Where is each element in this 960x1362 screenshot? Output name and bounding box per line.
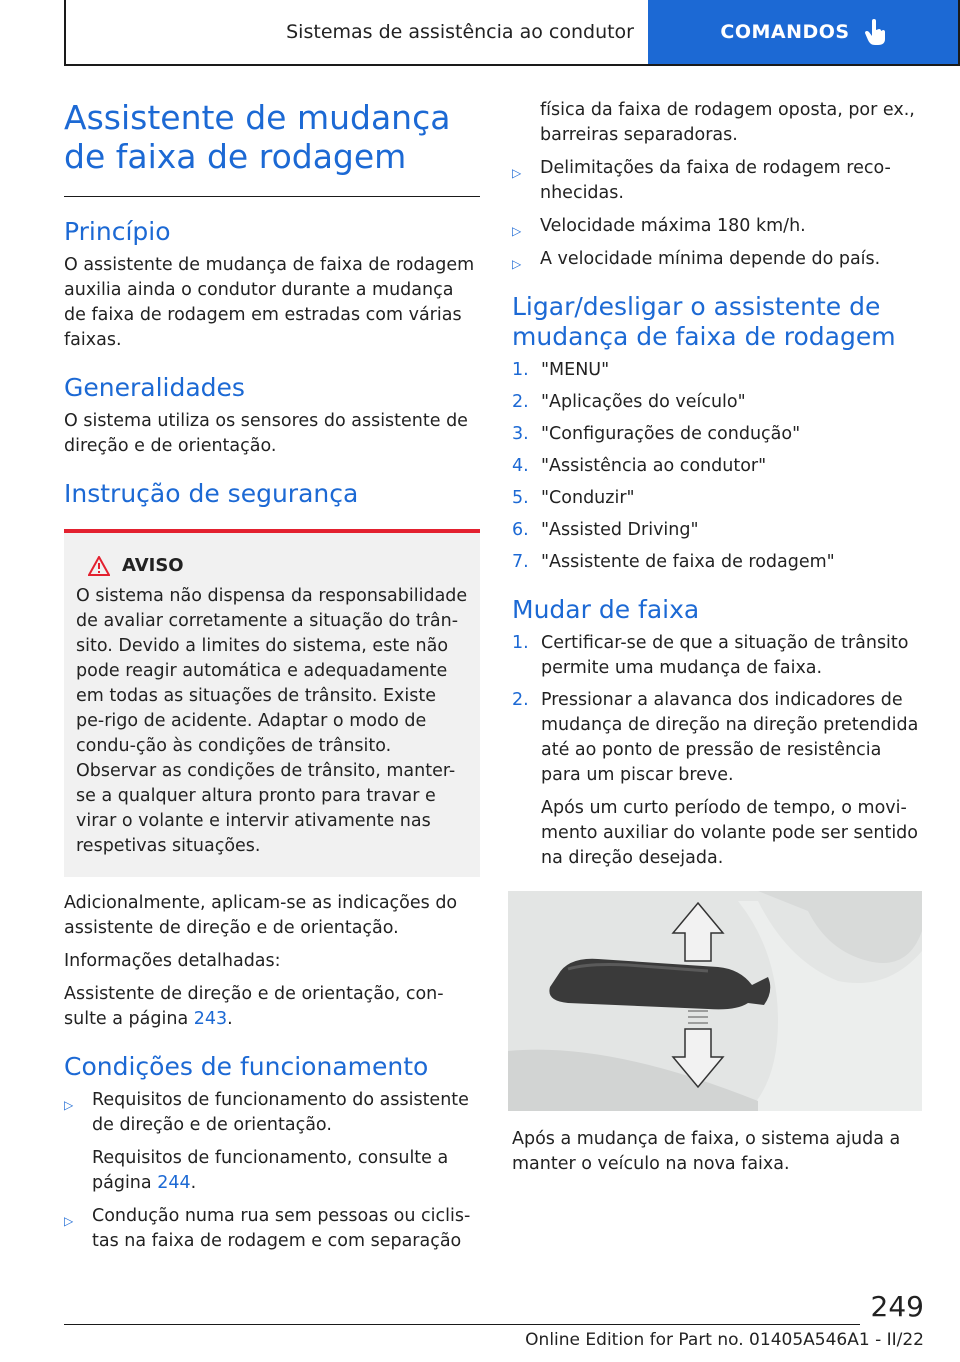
step-number: 2.	[512, 392, 529, 412]
page-header	[64, 0, 960, 66]
list-item	[512, 358, 924, 383]
list-item	[512, 688, 924, 871]
list-item	[512, 390, 924, 415]
general-text: O sistema utiliza os sensores do assistente de direção e de orientação.	[64, 411, 468, 456]
edition-text: Online Edition for Part no. 01405A546A1 - II/22	[525, 1330, 924, 1350]
additional-text: Adicionalmente, aplicam-se as indicações do assistente de direção e de orientação.	[64, 893, 458, 938]
step-text: "Aplicações do veículo"	[541, 392, 746, 412]
details-label: Informações detalhadas:	[64, 951, 281, 971]
warning-triangle-icon	[88, 556, 110, 576]
list-item	[512, 422, 924, 447]
heading-principle: Princípio	[64, 217, 171, 246]
conditions-list	[64, 1088, 480, 1254]
details-paragraph	[64, 982, 480, 1032]
step-number: 1.	[512, 633, 529, 653]
list-item	[512, 486, 924, 511]
step-text: Pressionar a alavanca dos indicadores de mudança de direção na direção pretendida até ao ponto de pressão de resistência para um piscar breve.	[541, 690, 919, 785]
chapter-label: COMANDOS	[720, 21, 850, 43]
chapter-tab	[648, 0, 958, 64]
step-text: "Assisted Driving"	[541, 520, 699, 540]
bullet-triangle-icon: ▷	[64, 1098, 74, 1112]
condition-2-cont: física da faixa de rodagem oposta, por ex., barreiras separadoras.	[540, 100, 915, 145]
bullet-triangle-icon: ▷	[512, 224, 522, 238]
details-end: .	[227, 1009, 233, 1029]
footer-divider	[64, 1324, 860, 1325]
bullet-triangle-icon: ▷	[512, 166, 522, 180]
step-number: 6.	[512, 520, 529, 540]
condition-3: Delimitações da faixa de rodagem reco-nhecidas.	[540, 158, 891, 203]
page-link-243[interactable]: 243	[193, 1009, 228, 1029]
list-item	[512, 631, 924, 681]
after-text: Após a mudança de faixa, o sistema ajuda a manter o veículo na nova faixa.	[512, 1129, 901, 1174]
right-column	[512, 98, 924, 1185]
list-item	[512, 454, 924, 479]
bullet-triangle-icon: ▷	[512, 257, 522, 271]
list-item	[512, 518, 924, 543]
condition-2-start: Condução numa rua sem pessoas ou ciclis-tas na faixa de rodagem e com separação	[92, 1206, 471, 1251]
left-column	[64, 98, 480, 1262]
step-text: "Assistência ao condutor"	[541, 456, 767, 476]
warning-box	[64, 529, 480, 877]
details-text: Assistente de direção e de orientação, con-sulte a página	[64, 984, 444, 1029]
hand-pointer-icon	[864, 19, 886, 45]
warning-header	[88, 555, 468, 576]
step-text: "Assistente de faixa de rodagem"	[541, 552, 835, 572]
list-item	[512, 550, 924, 575]
page-link-244[interactable]: 244	[157, 1173, 191, 1193]
condition-1-end: .	[190, 1173, 197, 1193]
list-item	[512, 156, 924, 206]
condition-1-sub	[92, 1146, 480, 1196]
condition-4: Velocidade máxima 180 km/h.	[540, 216, 806, 236]
step-number: 4.	[512, 456, 529, 476]
conditions-list-cont	[512, 156, 924, 272]
warning-text: O sistema não dispensa da responsabilidade de avaliar corretamente a situação do trân-sito. Devido a limites do sistema, este não pode reagir automática e adequadamente em todas as situações de trânsito. Existe pe-rigo de acidente. Adaptar o modo de condu-ção às condições de trânsito. Observar as condições de trânsito, manter-se a qualquer altura pronto para travar e virar o volante e intervir ativamente nas respetivas situações.	[76, 586, 468, 856]
warning-title: AVISO	[122, 555, 184, 576]
page-number: 249	[870, 1290, 924, 1323]
heading-toggle: Ligar/desligar o assistente de mudança de faixa de rodagem	[512, 292, 896, 351]
list-item	[512, 247, 924, 272]
heading-conditions: Condições de funcionamento	[64, 1052, 429, 1081]
turn-signal-lever-image	[508, 891, 922, 1111]
step-text: "MENU"	[541, 360, 610, 380]
step-text: "Configurações de condução"	[541, 424, 801, 444]
condition-5: A velocidade mínima depende do país.	[540, 249, 881, 269]
heading-general: Generalidades	[64, 373, 245, 402]
turn-signal-illustration	[508, 891, 922, 1111]
step-2-sub: Após um curto período de tempo, o movi-mento auxiliar do volante pode ser sentido na direção desejada.	[541, 798, 918, 868]
step-number: 1.	[512, 360, 529, 380]
step-text: "Conduzir"	[541, 488, 635, 508]
step-number: 7.	[512, 552, 529, 572]
principle-text: O assistente de mudança de faixa de rodagem auxilia ainda o condutor durante a mudança de faixa de rodagem em estradas com várias faixas.	[64, 255, 475, 350]
heading-change: Mudar de faixa	[512, 595, 700, 624]
list-item	[64, 1088, 480, 1196]
condition-1: Requisitos de funcionamento do assistente de direção e de orientação.	[92, 1090, 469, 1135]
list-item	[512, 214, 924, 239]
page-title: Assistente de mudança de faixa de rodagem	[64, 98, 451, 176]
list-item	[64, 1204, 480, 1254]
condition-1-sub-text: Requisitos de funcionamento, consulte a página	[92, 1148, 449, 1193]
heading-safety: Instrução de segurança	[64, 479, 359, 508]
step-text: Certificar-se de que a situação de trânsito permite uma mudança de faixa.	[541, 633, 909, 678]
title-divider	[64, 196, 480, 197]
step-number: 5.	[512, 488, 529, 508]
bullet-triangle-icon: ▷	[64, 1214, 74, 1228]
step-number: 3.	[512, 424, 529, 444]
change-steps	[512, 631, 924, 871]
toggle-steps	[512, 358, 924, 575]
step-number: 2.	[512, 690, 529, 710]
step-2-body	[541, 688, 924, 871]
section-label: Sistemas de assistência ao condutor	[286, 21, 634, 43]
